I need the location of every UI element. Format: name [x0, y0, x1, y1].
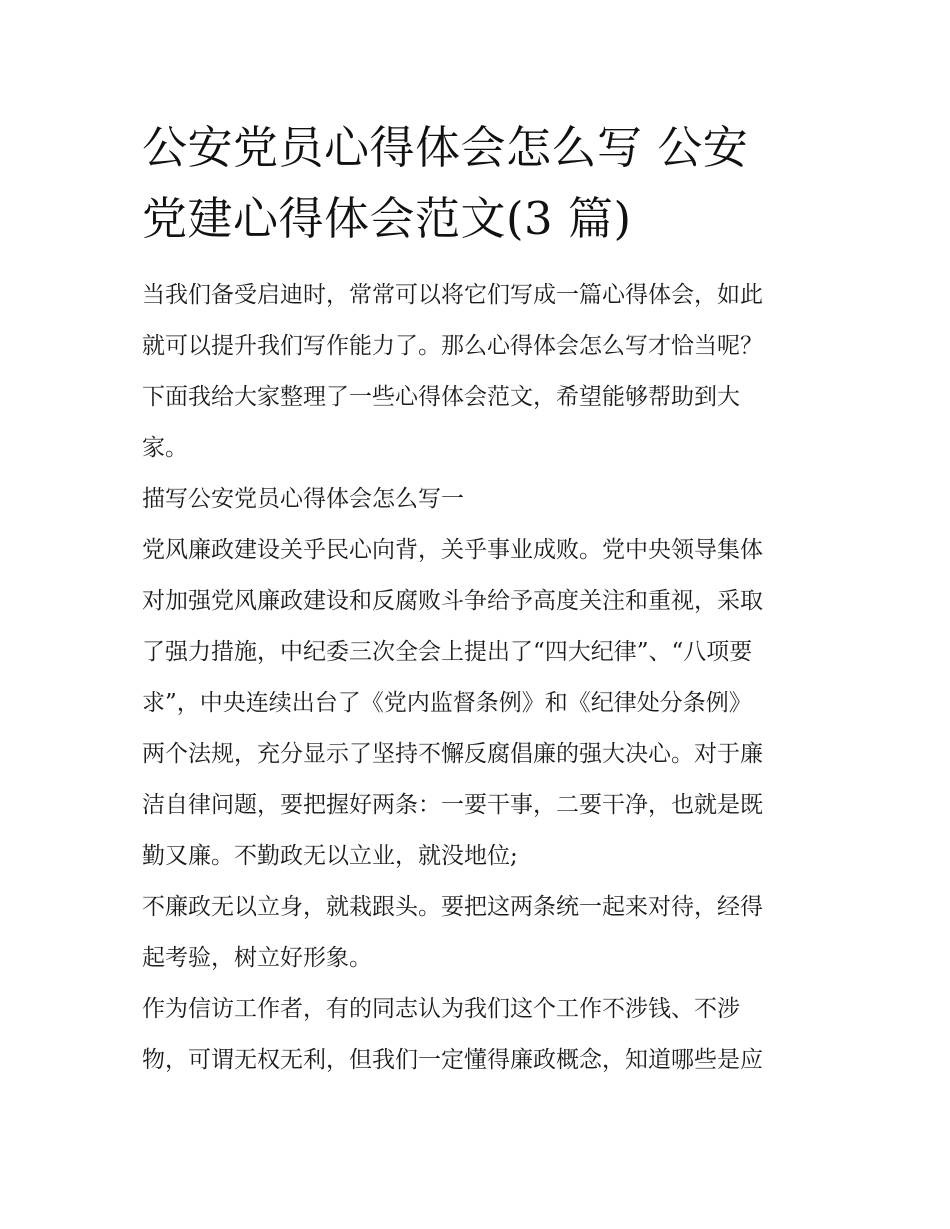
- text-line: 下面我给大家整理了一些心得体会范文，希望能够帮助到大: [142, 384, 740, 410]
- text-line: 对加强党风廉政建设和反腐败斗争给予高度关注和重视，采取: [142, 588, 763, 614]
- text-line: 物，可谓无权无利，但我们一定懂得廉政概念，知道哪些是应: [142, 1047, 763, 1073]
- text-line: 作为信访工作者，有的同志认为我们这个工作不涉钱、不涉: [142, 996, 740, 1022]
- text-line: 了强力措施，中纪委三次全会上提出了“四大纪律”、“八项要: [142, 639, 753, 665]
- title-line-1: 公安党员心得体会怎么写 公安: [142, 121, 749, 174]
- text-line: 就可以提升我们写作能力了。那么心得体会怎么写才恰当呢？: [142, 333, 763, 359]
- text-line: 描写公安党员心得体会怎么写一: [142, 486, 464, 512]
- text-line: 家。: [142, 435, 188, 461]
- text-line: 起考验，树立好形象。: [142, 945, 372, 971]
- text-line: 两个法规，充分显示了坚持不懈反腐倡廉的强大决心。对于廉: [142, 741, 763, 767]
- document-body: [142, 270, 812, 1086]
- paragraph-body-3: [142, 984, 812, 1086]
- text-line: 不廉政无以立身，就栽跟头。要把这两条统一起来对待，经得: [142, 894, 763, 920]
- document-content: [142, 112, 812, 1086]
- text-line: 求”，中央连续出台了《党内监督条例》和《纪律处分条例》: [142, 690, 752, 716]
- title-line-2: 党建心得体会范文(3 篇): [142, 192, 632, 245]
- text-line: 党风廉政建设关乎民心向背，关乎事业成败。党中央领导集体: [142, 537, 763, 563]
- paragraph-body-2: [142, 882, 812, 984]
- section-heading: [142, 474, 812, 525]
- paragraph-body-1: [142, 525, 812, 882]
- document-title: [142, 112, 812, 254]
- text-line: 勤又廉。不勤政无以立业，就没地位;: [142, 843, 518, 869]
- paragraph-intro: [142, 270, 812, 474]
- text-line: 当我们备受启迪时，常常可以将它们写成一篇心得体会，如此: [142, 282, 763, 308]
- text-line: 洁自律问题，要把握好两条：一要干事，二要干净，也就是既: [142, 792, 763, 818]
